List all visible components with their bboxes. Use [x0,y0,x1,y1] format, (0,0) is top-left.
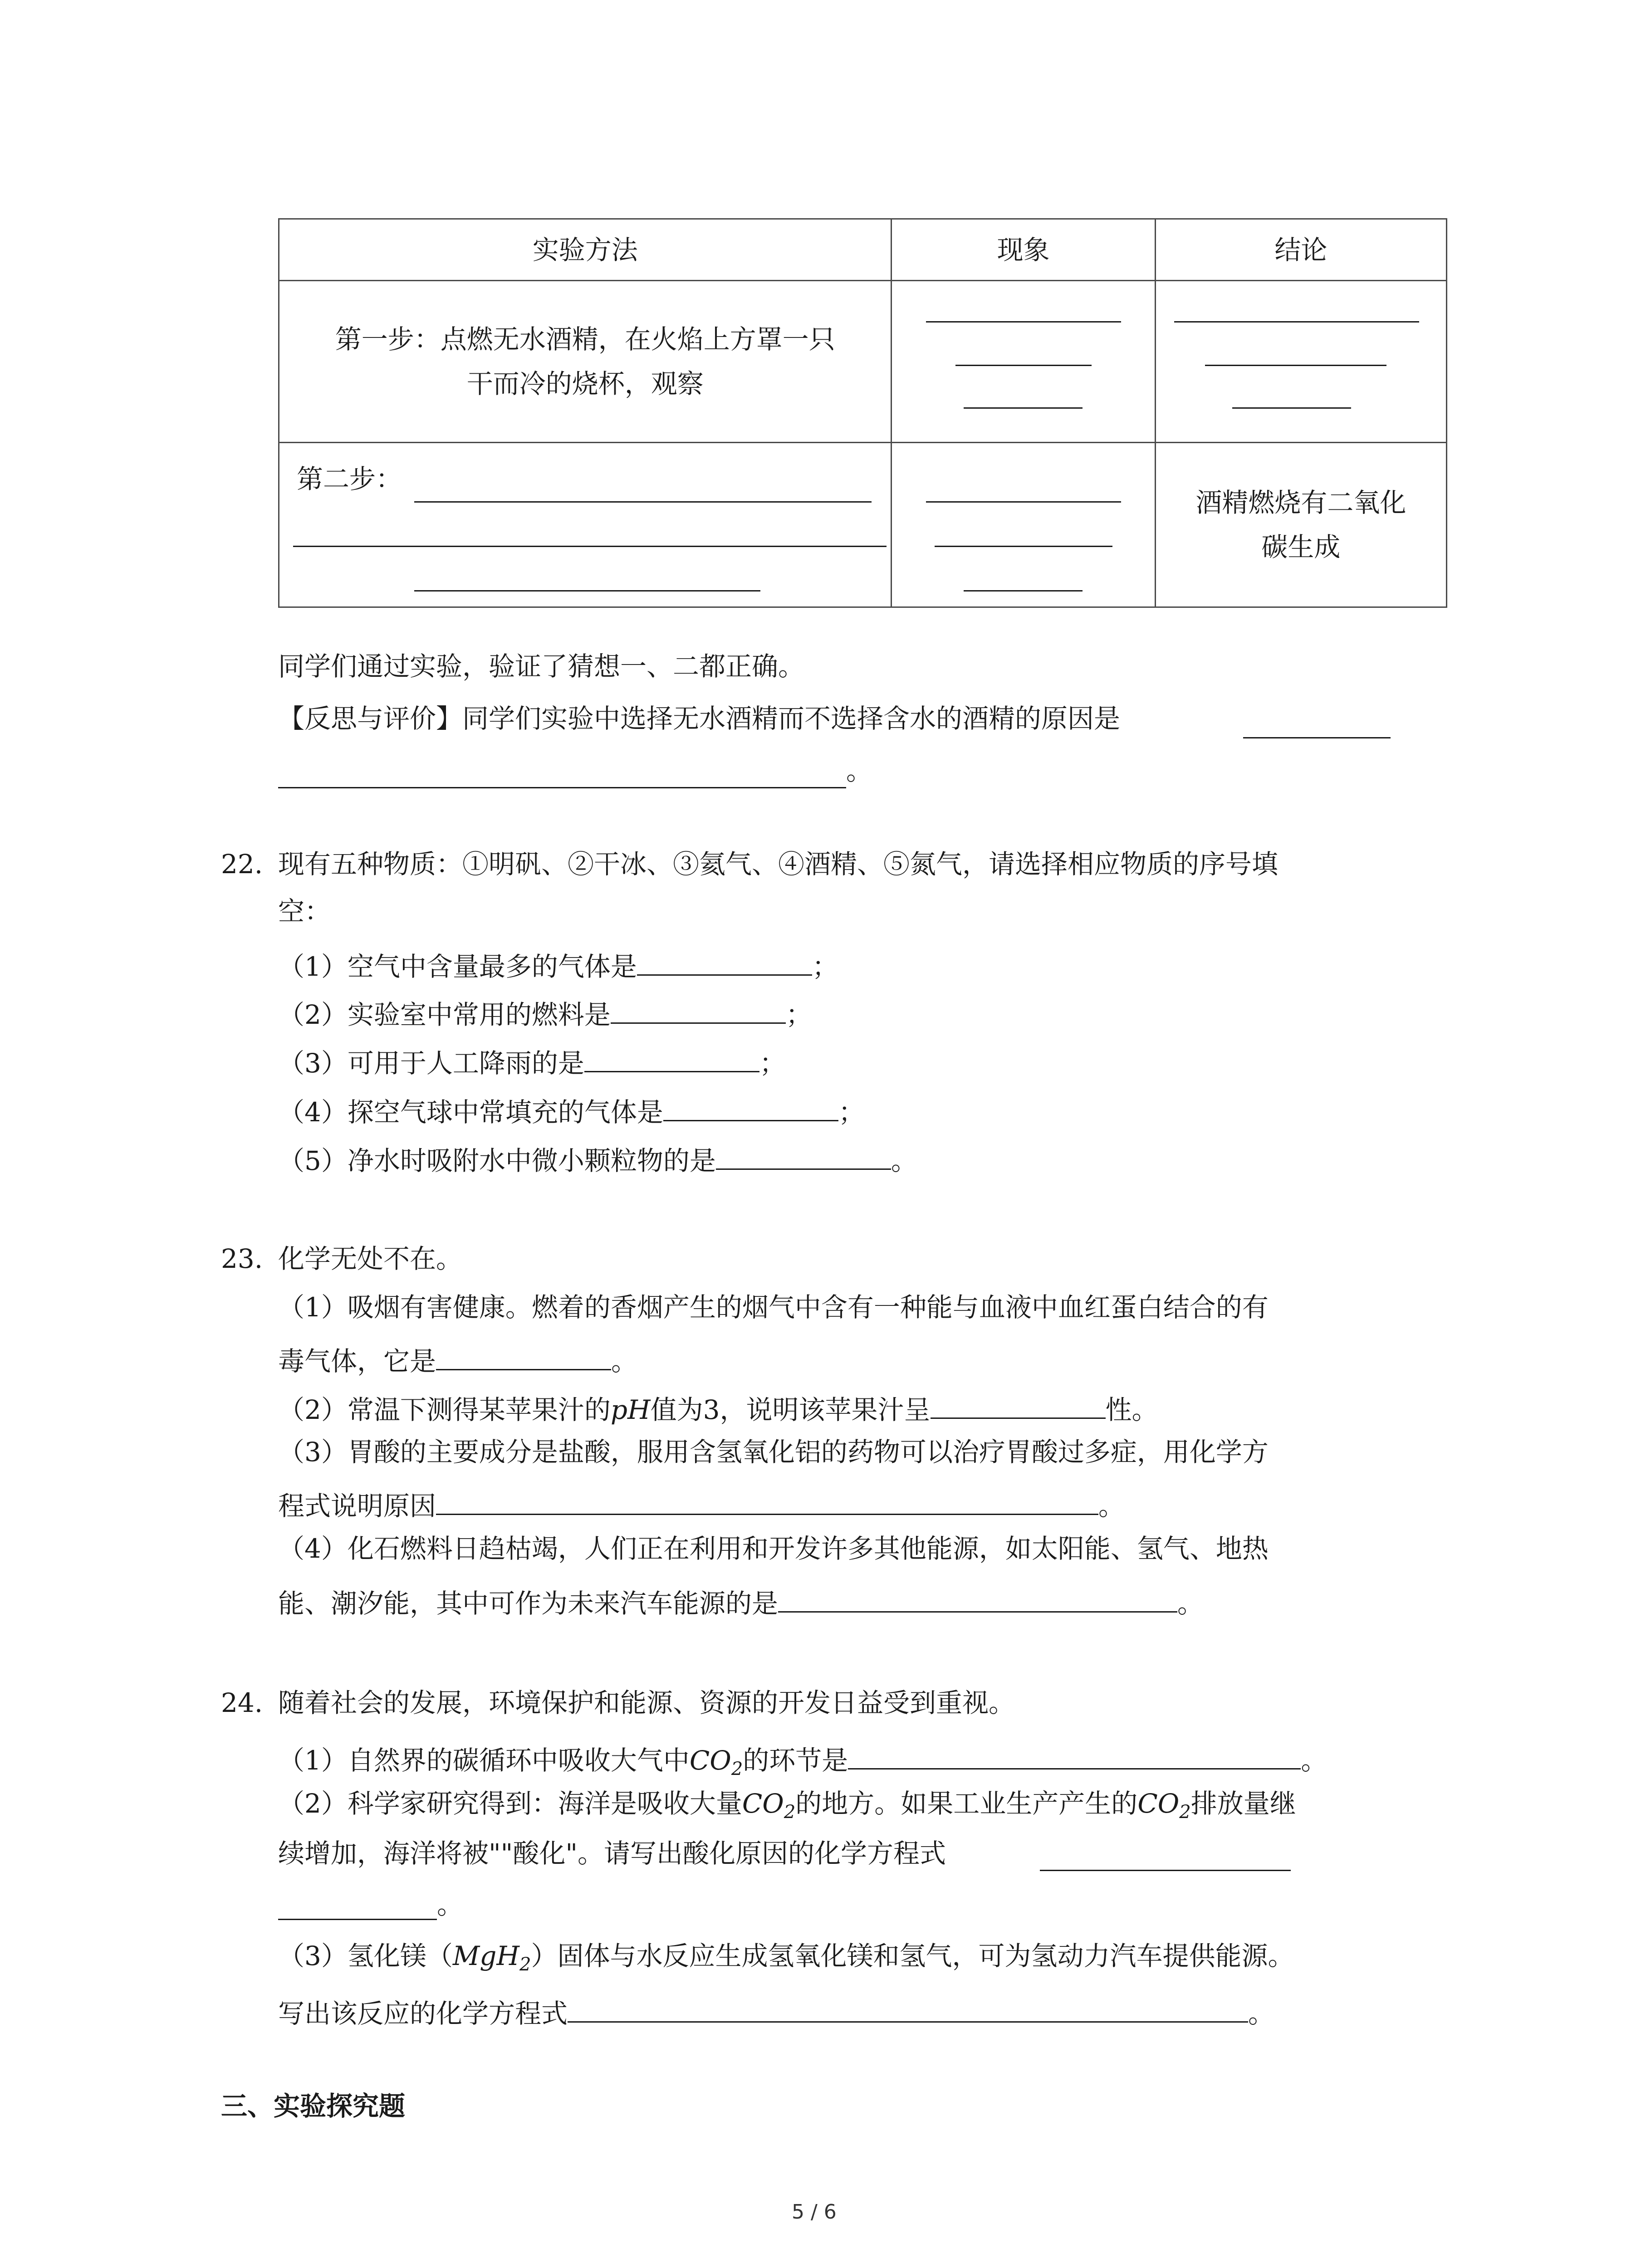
table-row-step2 [279,443,1447,607]
q22-item-3-blank [584,1045,759,1072]
q23-p2-pre: （2）常温下测得某苹果汁的 [278,1394,611,1425]
q24-p3-end: 。 [1248,1998,1275,2029]
q22-item-4-text: （4）探空气球中常填充的气体是 [278,1097,663,1128]
q24-p3-line1 [278,1943,1294,1974]
q22-stem-line2: 空： [278,896,331,927]
step2-method-blank-2 [293,546,887,547]
q22-item-1-blank [637,948,812,976]
q22-item-5-blank [716,1142,891,1170]
q23-p4-line2 [278,1585,1204,1617]
table-row-step1 [279,281,1447,443]
q23-p1-line2 [278,1343,638,1377]
q21-end-mark: 。 [846,755,873,786]
q22-item-1 [278,948,838,980]
q23-p1-end: 。 [611,1346,638,1377]
q23-p1-line1: （1）吸烟有害健康。燃着的香烟产生的烟气中含有一种能与血液中血红蛋白结合的有 [278,1292,1269,1323]
header-phenomenon: 现象 [892,219,1155,281]
q24-p2-a: （2）科学家研究得到：海洋是吸收大量 [278,1788,742,1819]
q24-p1-blank [848,1742,1301,1769]
step2-method-label: 第二步： [297,464,402,494]
q24-p1-end: 。 [1301,1745,1327,1776]
mgh2-formula: MgH$_2$ [452,1941,531,1975]
step1-method-line1: 第一步：点燃无水酒精，在火焰上方罩一只 [335,324,835,355]
step2-phenomenon-blank-3 [964,590,1083,591]
co2-formula: $CO_2$ [742,1788,796,1823]
q23-ph-symbol: pH [610,1394,651,1425]
header-method: 实验方法 [279,219,892,281]
q22-stem-line1: 现有五种物质：①明矾、②干冰、③氦气、④酒精、⑤氮气，请选择相应物质的序号填 [278,849,1279,880]
step2-method-blank-3 [414,590,760,591]
step2-conclusion-line2: 碳生成 [1261,532,1341,562]
q23-p4-text: 能、潮汐能，其中可作为未来汽车能源的是 [278,1588,779,1619]
q23-p3-text: 程式说明原因 [278,1491,436,1521]
q23-p3-end: 。 [1098,1491,1125,1521]
q22-item-4-end: ； [838,1097,865,1128]
table-header-row [279,219,1447,281]
q23-p2-blank [931,1391,1106,1419]
q22-item-3-text: （3）可用于人工降雨的是 [278,1048,584,1079]
q24-stem: 随着社会的发展，环境保护和能源、资源的开发日益受到重视。 [278,1687,1015,1718]
q23-p2 [278,1391,1158,1423]
q24-p2-blank-2 [278,1919,437,1920]
q24-p1-post: 的环节是 [743,1745,848,1776]
step1-phenomenon-cell [892,281,1155,443]
step1-method-line2: 干而冷的烧杯，观察 [466,368,704,399]
q24-p3-post: ）固体与水反应生成氢氧化镁和氢气，可为氢动力汽车提供能源。 [531,1941,1294,1971]
q23-p2-end: 性。 [1105,1394,1158,1425]
q22-item-2-end: ； [785,999,812,1030]
q22-item-3 [278,1045,786,1079]
q23-p3-line2 [278,1487,1125,1519]
q24-p2-line1 [278,1790,1296,1821]
q22-number: 22. [221,849,263,880]
q22-item-1-text: （1）空气中含量最多的气体是 [278,951,637,982]
q22-item-5-text: （5）净水时吸附水中微小颗粒物的是 [278,1145,716,1176]
q22-item-5 [278,1142,917,1174]
q23-p1-blank [436,1343,611,1370]
q22-item-1-end: ； [812,951,838,982]
step2-method-cell [279,443,892,607]
step1-method [279,281,892,443]
q24-p3-pre: （3）氢化镁（ [278,1941,453,1971]
q24-p1 [278,1742,1327,1778]
q23-number: 23. [221,1243,263,1274]
step2-method-blank-1 [414,501,872,503]
step2-phenomenon-blank-1 [926,501,1121,503]
co2-formula: $CO_2$ [1137,1788,1191,1823]
q21-verify-text: 同学们通过实验，验证了猜想一、二都正确。 [278,651,805,682]
q23-p3-line1: （3）胃酸的主要成分是盐酸，服用含氢氧化铝的药物可以治疗胃酸过多症，用化学方 [278,1437,1269,1467]
q24-p2-c: 排放量继 [1190,1788,1296,1819]
q22-item-3-end: ； [759,1048,786,1079]
q21-reflect-blank-1 [1243,737,1391,738]
q24-p3-blank [568,1995,1248,2023]
step1-phenomenon-blank-1 [926,321,1121,323]
q23-p2-mid: 值为3，说明该苹果汁呈 [650,1394,931,1425]
q23-p1-text: 毒气体，它是 [278,1346,436,1377]
q22-item-4-blank [663,1094,838,1121]
step2-conclusion-cell [1155,443,1446,607]
step1-conclusion-cell [1155,281,1446,443]
step2-phenomenon-blank-2 [935,546,1112,547]
q21-reflect-blank-2 [278,787,846,788]
step1-conclusion-blank-1 [1174,321,1419,323]
q24-p3-line2 [278,1995,1274,2027]
step2-conclusion-line1: 酒精燃烧有二氧化 [1195,487,1406,518]
q24-number: 24. [221,1687,263,1718]
co2-formula: $CO_2$ [689,1745,743,1779]
q24-p2-line2: 续增加，海洋将被""酸化"。请写出酸化原因的化学方程式 [278,1838,946,1869]
q24-p2-b: 的地方。如果工业生产产生的 [795,1788,1138,1819]
q24-p2-end: 。 [437,1889,464,1920]
q24-p2-blank-1 [1040,1870,1291,1871]
section-title: 三、实验探究题 [221,2091,406,2121]
q23-p4-blank [778,1585,1177,1613]
q22-item-5-end: 。 [891,1145,917,1176]
q23-p4-end: 。 [1177,1588,1204,1619]
q22-item-2-text: （2）实验室中常用的燃料是 [278,999,611,1030]
step2-phenomenon-cell [892,443,1155,607]
q24-p1-pre: （1）自然界的碳循环中吸收大气中 [278,1745,690,1776]
experiment-table [278,218,1447,608]
step1-conclusion-blank-3 [1232,407,1351,409]
step1-conclusion-blank-2 [1205,365,1386,366]
header-conclusion: 结论 [1155,219,1446,281]
step1-phenomenon-blank-2 [955,365,1092,366]
q23-stem: 化学无处不在。 [278,1243,463,1274]
step1-phenomenon-blank-3 [964,407,1083,409]
q24-p3-text: 写出该反应的化学方程式 [278,1998,568,2029]
q22-item-4 [278,1094,865,1128]
q21-reflect-text: 【反思与评价】同学们实验中选择无水酒精而不选择含水的酒精的原因是 [278,703,1121,734]
q23-p3-blank [436,1487,1098,1515]
q22-item-2 [278,996,812,1028]
page-number: 5 / 6 [792,2200,837,2224]
q22-item-2-blank [611,996,786,1024]
q23-p4-line1: （4）化石燃料日趋枯竭，人们正在利用和开发许多其他能源，如太阳能、氢气、地热 [278,1533,1269,1564]
